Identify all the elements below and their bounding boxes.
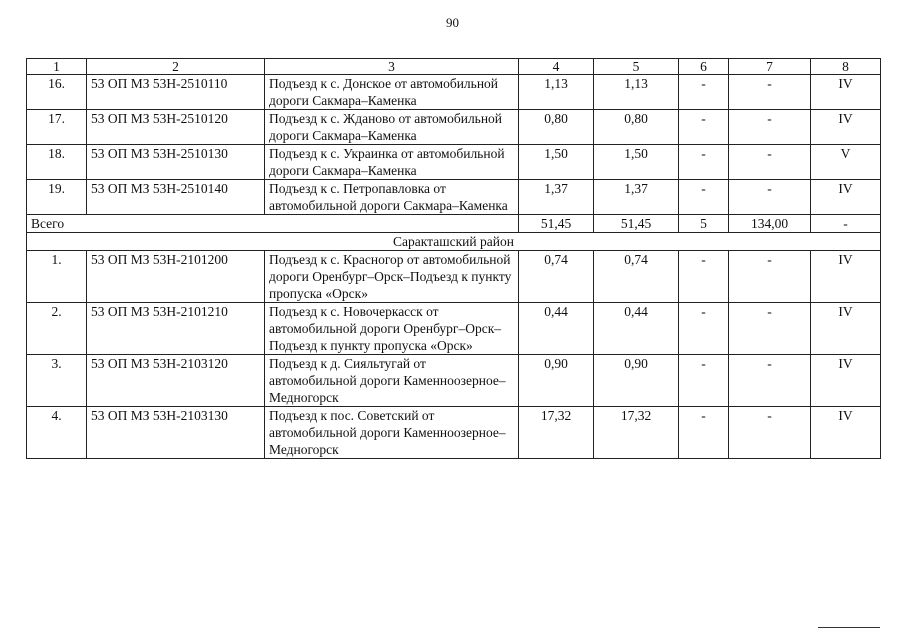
bridges-length: - xyxy=(729,407,811,459)
table-row xyxy=(27,251,881,303)
road-name: Подъезд к с. Украинка от автомобильной дороги Сакмара–Каменка xyxy=(265,145,519,180)
bridges-length: - xyxy=(729,110,811,145)
length-total: 0,74 xyxy=(519,251,594,303)
row-number: 2. xyxy=(27,303,87,355)
length-total: 1,50 xyxy=(519,145,594,180)
table-row xyxy=(27,180,881,215)
table-row xyxy=(27,355,881,407)
length-hard: 1,37 xyxy=(594,180,679,215)
length-total: 0,44 xyxy=(519,303,594,355)
header-cell: 8 xyxy=(811,59,881,75)
road-name: Подъезд к с. Жданово от автомобильной дороги Сакмара–Каменка xyxy=(265,110,519,145)
length-hard: 0,74 xyxy=(594,251,679,303)
road-name: Подъезд к д. Сияльтугай от автомобильной дороги Каменноозерное–Медногорск xyxy=(265,355,519,407)
road-code: 53 ОП МЗ 53Н-2101200 xyxy=(87,251,265,303)
header-cell: 2 xyxy=(87,59,265,75)
total-bridges-count: 5 xyxy=(679,215,729,233)
road-code: 53 ОП МЗ 53Н-2510140 xyxy=(87,180,265,215)
road-category: IV xyxy=(811,407,881,459)
length-hard: 17,32 xyxy=(594,407,679,459)
total-label: Всего xyxy=(27,215,519,233)
footer-rule xyxy=(818,627,880,628)
row-number: 18. xyxy=(27,145,87,180)
bridges-count: - xyxy=(679,145,729,180)
road-code: 53 ОП МЗ 53Н-2510120 xyxy=(87,110,265,145)
road-category: IV xyxy=(811,75,881,110)
length-hard: 1,50 xyxy=(594,145,679,180)
road-code: 53 ОП МЗ 53Н-2510110 xyxy=(87,75,265,110)
bridges-length: - xyxy=(729,355,811,407)
section-row xyxy=(27,233,881,251)
bridges-count: - xyxy=(679,110,729,145)
road-category: V xyxy=(811,145,881,180)
length-hard: 0,90 xyxy=(594,355,679,407)
section-title: Саракташский район xyxy=(27,233,881,251)
bridges-length: - xyxy=(729,303,811,355)
road-name: Подъезд к с. Красногор от автомобильной дороги Оренбург–Орск–Подъезд к пункту пропуска «Орск» xyxy=(265,251,519,303)
total-length: 51,45 xyxy=(519,215,594,233)
length-total: 1,37 xyxy=(519,180,594,215)
row-number: 19. xyxy=(27,180,87,215)
bridges-count: - xyxy=(679,251,729,303)
table-row xyxy=(27,145,881,180)
road-code: 53 ОП МЗ 53Н-2103120 xyxy=(87,355,265,407)
road-category: IV xyxy=(811,251,881,303)
road-code: 53 ОП МЗ 53Н-2101210 xyxy=(87,303,265,355)
row-number: 3. xyxy=(27,355,87,407)
header-cell: 4 xyxy=(519,59,594,75)
header-cell: 1 xyxy=(27,59,87,75)
total-bridges-length: 134,00 xyxy=(729,215,811,233)
total-length-hard: 51,45 xyxy=(594,215,679,233)
table-row xyxy=(27,75,881,110)
road-code: 53 ОП МЗ 53Н-2103130 xyxy=(87,407,265,459)
total-row xyxy=(27,215,881,233)
road-category: IV xyxy=(811,180,881,215)
row-number: 1. xyxy=(27,251,87,303)
header-row xyxy=(27,59,881,75)
road-category: IV xyxy=(811,303,881,355)
table-row xyxy=(27,407,881,459)
road-category: IV xyxy=(811,355,881,407)
row-number: 16. xyxy=(27,75,87,110)
table-body xyxy=(27,59,881,459)
length-hard: 0,80 xyxy=(594,110,679,145)
length-total: 1,13 xyxy=(519,75,594,110)
length-total: 0,90 xyxy=(519,355,594,407)
length-total: 17,32 xyxy=(519,407,594,459)
roads-table xyxy=(26,58,881,459)
bridges-length: - xyxy=(729,145,811,180)
road-name: Подъезд к с. Донское от автомобильной дороги Сакмара–Каменка xyxy=(265,75,519,110)
bridges-count: - xyxy=(679,303,729,355)
length-hard: 1,13 xyxy=(594,75,679,110)
bridges-count: - xyxy=(679,355,729,407)
header-cell: 5 xyxy=(594,59,679,75)
header-cell: 3 xyxy=(265,59,519,75)
bridges-count: - xyxy=(679,180,729,215)
length-hard: 0,44 xyxy=(594,303,679,355)
page-number: 90 xyxy=(446,15,459,30)
road-name: Подъезд к с. Петропавловка от автомобильной дороги Сакмара–Каменка xyxy=(265,180,519,215)
bridges-length: - xyxy=(729,75,811,110)
header-cell: 6 xyxy=(679,59,729,75)
road-name: Подъезд к пос. Советский от автомобильной дороги Каменноозерное–Медногорск xyxy=(265,407,519,459)
total-category: - xyxy=(811,215,881,233)
table-row xyxy=(27,110,881,145)
road-code: 53 ОП МЗ 53Н-2510130 xyxy=(87,145,265,180)
bridges-length: - xyxy=(729,251,811,303)
row-number: 17. xyxy=(27,110,87,145)
road-category: IV xyxy=(811,110,881,145)
table-row xyxy=(27,303,881,355)
header-cell: 7 xyxy=(729,59,811,75)
row-number: 4. xyxy=(27,407,87,459)
road-name: Подъезд к с. Новочеркасск от автомобильной дороги Оренбург–Орск–Подъезд к пункту пропуска «Орск» xyxy=(265,303,519,355)
bridges-length: - xyxy=(729,180,811,215)
bridges-count: - xyxy=(679,75,729,110)
length-total: 0,80 xyxy=(519,110,594,145)
bridges-count: - xyxy=(679,407,729,459)
